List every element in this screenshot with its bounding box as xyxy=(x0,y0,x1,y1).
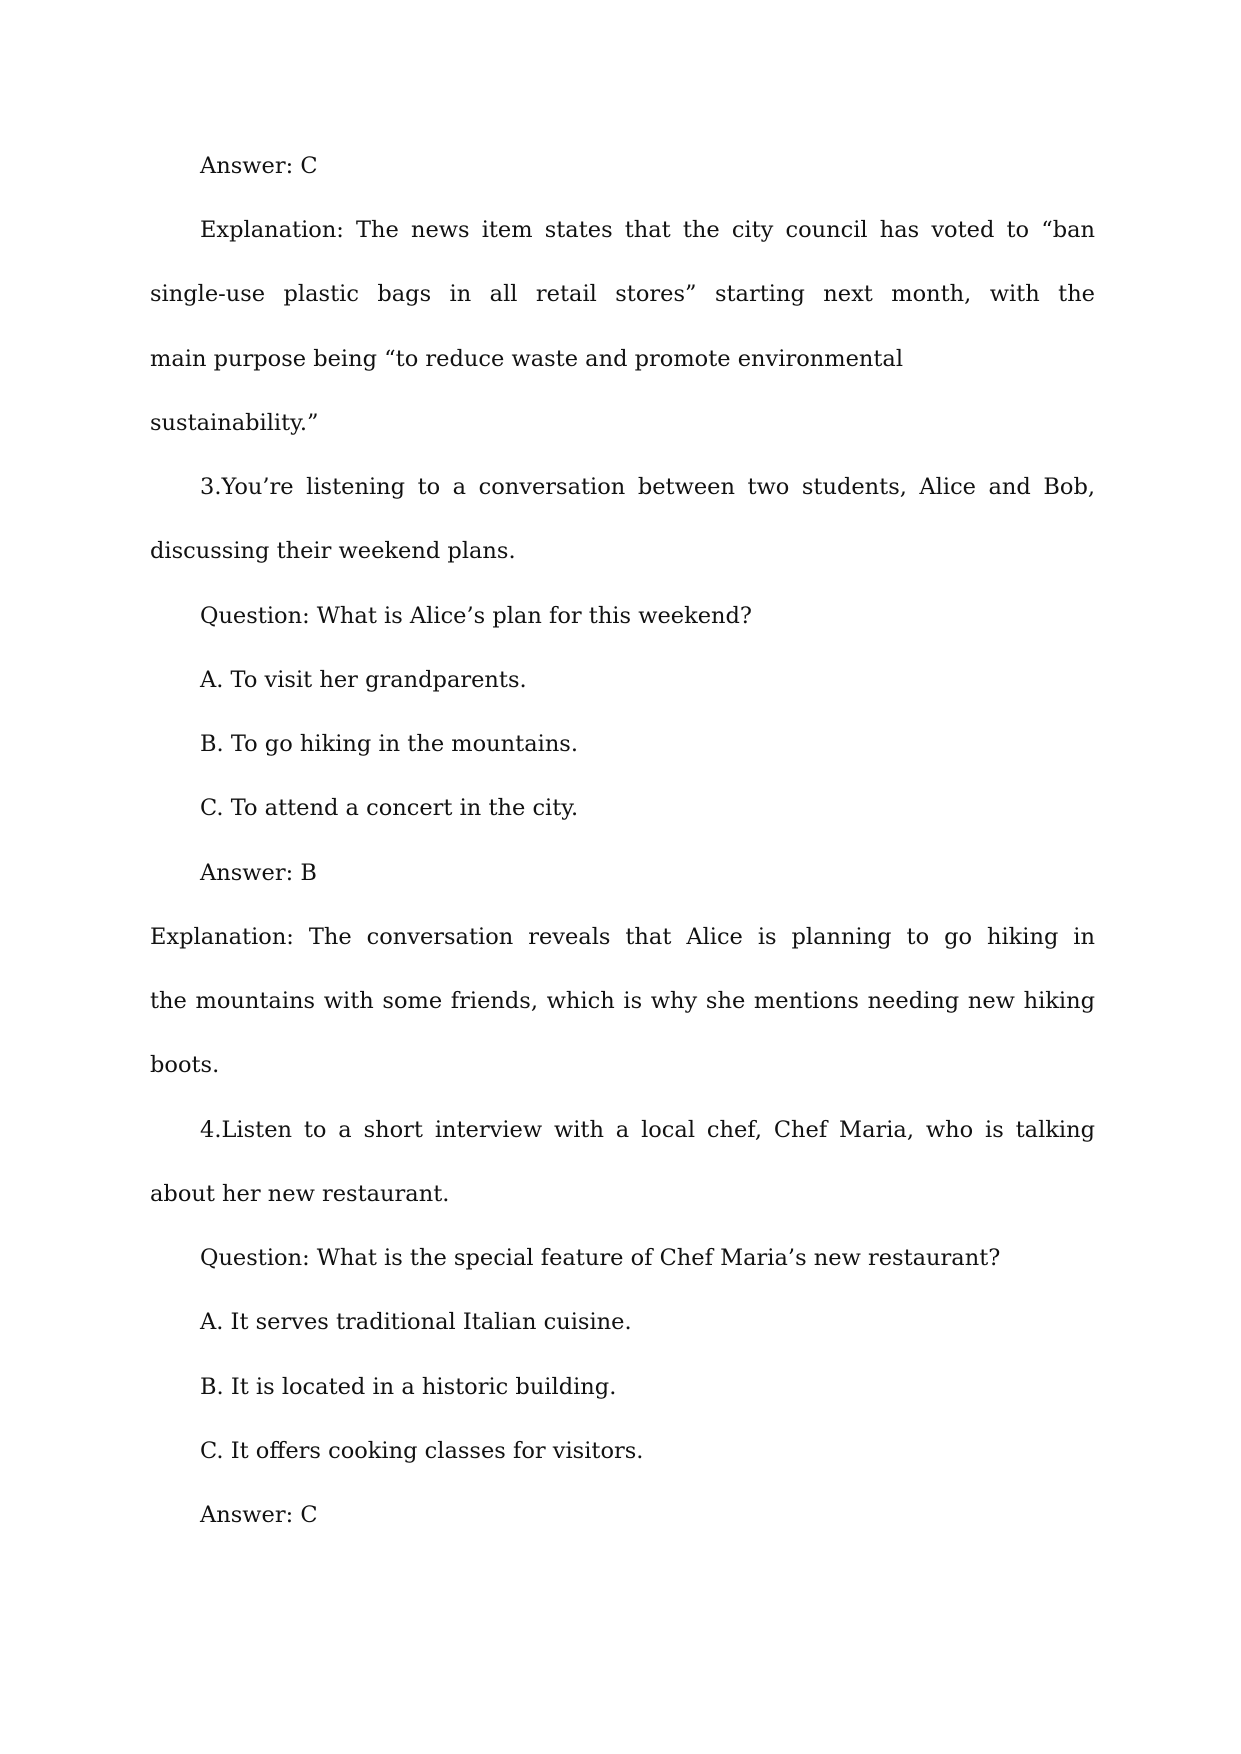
question-4-option-c: C. It offers cooking classes for visitors. xyxy=(200,1438,644,1464)
question-4-text: Question: What is the special feature of Chef Maria’s new restaurant? xyxy=(200,1245,1001,1271)
answer-3: Answer: B xyxy=(200,860,317,886)
question-3-prompt-line-1: 3.You’re listening to a conversation between two students, Alice and Bob, xyxy=(200,474,1095,500)
explanation-3-line-1: Explanation: The conversation reveals that Alice is planning to go hiking in xyxy=(150,924,1095,950)
question-4-prompt-line-2: about her new restaurant. xyxy=(150,1181,450,1207)
explanation-2-line-2: single-use plastic bags in all retail stores” starting next month, with the xyxy=(150,281,1095,307)
question-4-option-b: B. It is located in a historic building. xyxy=(200,1374,617,1400)
explanation-2-line-4: sustainability.” xyxy=(150,410,319,436)
explanation-3-line-2: the mountains with some friends, which is why she mentions needing new hiking xyxy=(150,988,1095,1014)
answer-4: Answer: C xyxy=(200,1502,318,1528)
question-3-text: Question: What is Alice’s plan for this weekend? xyxy=(200,603,752,629)
explanation-2-line-3: main purpose being “to reduce waste and promote environmental xyxy=(150,346,904,372)
answer-2: Answer: C xyxy=(200,153,318,179)
explanation-3-line-3: boots. xyxy=(150,1052,220,1078)
question-4-prompt-line-1: 4.Listen to a short interview with a local chef, Chef Maria, who is talking xyxy=(200,1117,1095,1143)
question-3-option-a: A. To visit her grandparents. xyxy=(200,667,527,693)
question-3-prompt-line-2: discussing their weekend plans. xyxy=(150,538,516,564)
question-3-option-c: C. To attend a concert in the city. xyxy=(200,795,579,821)
question-3-option-b: B. To go hiking in the mountains. xyxy=(200,731,579,757)
question-4-option-a: A. It serves traditional Italian cuisine. xyxy=(200,1309,632,1335)
explanation-2-line-1: Explanation: The news item states that the city council has voted to “ban xyxy=(200,217,1095,243)
